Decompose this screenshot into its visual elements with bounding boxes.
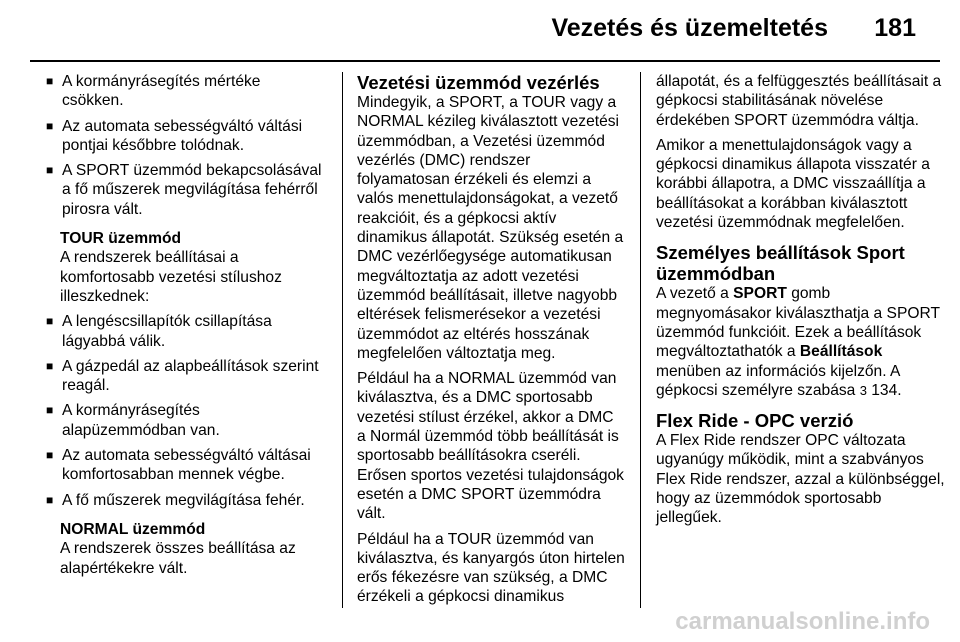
list-item: ■ A lengéscsillapítók csillapítása lágyabbá válik. <box>46 313 272 350</box>
flex-ride-paragraph: A Flex Ride rendszer OPC változata ugyanúgy működik, mint a szabványos Flex Ride rendszer, azzal a különbséggel, hogy az üzemmódok sportosabb jellegűek. <box>656 432 945 527</box>
personal-settings-paragraph: A vezető a SPORT gomb megnyomásakor kiválaszthatja a SPORT üzemmód funkcióit. Ezek a beállítások megváltoztathatók a Beállítások menüben az információs kijelzőn. A gépkocsi személyre szabása 3 134. <box>656 285 940 399</box>
settings-menu-label: Beállítások <box>799 343 883 361</box>
header-title: Vezetés és üzemeltetés <box>551 14 828 42</box>
bullet-icon: ■ <box>46 492 54 507</box>
column-1 <box>46 72 324 584</box>
dmc-paragraph-1: Mindegyik, a SPORT, a TOUR vagy a NORMAL kézileg kiválasztott vezetési üzemmódban, a Vezetési üzemmód vezérlés (DMC) rendszer folyamatosan érzékeli és elemzi a valós menettulajdonságokat, a vezető reakcióit, és a gépkocsi aktív dinamikus állapotát. Szükség esetén a DMC vezérlőegysége automatikusan megváltoztatja az adott vezetési üzemmód beállításait, illetve nagyobb eltérések felismerésekor a vezetési üzemmódot az eltérés hosszának megfelelően változtatja meg. <box>357 94 624 362</box>
sport-button-label: SPORT <box>733 285 787 303</box>
list-item: ■ A fő műszerek megvilágítása fehér. <box>46 491 305 509</box>
bullet-icon: ■ <box>46 118 54 133</box>
bullet-icon: ■ <box>46 358 54 373</box>
dmc-paragraph-5: Amikor a menettulajdonságok vagy a gépkocsi dinamikus állapota visszatér a korábbi állapotra, a DMC visszaállítja a beállításokat a korábban kiválasztott vezetési üzemmódnak megfelelően. <box>656 136 930 232</box>
column-divider-1 <box>342 72 343 608</box>
watermark: carmanualsonline.info <box>675 608 930 635</box>
tour-intro: A rendszerek beállításai a komfortosabb vezetési stílushoz illeszkednek: <box>60 249 282 305</box>
list-item: ■ Az automata sebességváltó váltási pontjai későbbre tolódnak. <box>46 117 303 154</box>
list-item: ■ A kormányrásegítés mértéke csökken. <box>46 73 261 110</box>
column-2 <box>357 72 625 613</box>
flex-ride-heading: Flex Ride - OPC verzió <box>656 410 854 432</box>
bullet-icon: ■ <box>46 163 54 178</box>
tour-bullets <box>46 312 324 510</box>
bullet-icon: ■ <box>46 74 54 88</box>
list-item: ■ Az automata sebességváltó váltásai komfortosabban mennek végbe. <box>46 447 311 484</box>
sport-bullets <box>46 72 324 219</box>
personal-settings-heading: Személyes beállítások Sport üzemmódban <box>656 242 905 285</box>
page-reference-arrow-icon: 3 <box>859 382 867 398</box>
normal-heading: NORMAL üzemmód <box>60 520 206 538</box>
list-item: ■ A gázpedál az alapbeállítások szerint reagál. <box>46 357 319 395</box>
dmc-paragraph-4: állapotát, és a felfüggesztés beállításait a gépkocsi stabilitásának növelése érdekében SPORT üzemmódra váltja. <box>656 73 942 129</box>
normal-text: A rendszerek összes beállítása az alapértékekre vált. <box>60 540 296 577</box>
bullet-icon: ■ <box>46 314 54 329</box>
tour-heading: TOUR üzemmód <box>60 230 182 248</box>
dmc-paragraph-3: Például ha a TOUR üzemmód van kiválasztva, és kanyargós úton hirtelen erős fékezésre van szükség, a DMC érzékeli a gépkocsi dinamikus <box>357 530 625 606</box>
list-item: ■ A SPORT üzemmód bekapcsolásával a fő műszerek megvilágítása fehérről pirosra vált. <box>46 162 322 218</box>
dmc-paragraph-2: Például ha a NORMAL üzemmód van kiválasztva, és a DMC sportosabb vezetési stílust érzékel, akkor a DMC a Normál üzemmód több beállítását is sportosabb beállításokra cseréli. Erősen sportos vezetési tulajdonságok esetén a DMC SPORT üzemmódra vált. <box>357 370 624 523</box>
page-reference-link[interactable]: 134. <box>866 381 902 399</box>
dmc-heading: Vezetési üzemmód vezérlés <box>357 72 600 93</box>
column-divider-2 <box>640 72 641 608</box>
column-3 <box>656 72 948 534</box>
page-number: 181 <box>874 14 916 42</box>
bullet-icon: ■ <box>46 448 54 463</box>
bullet-icon: ■ <box>46 403 54 418</box>
header-rule <box>30 60 940 62</box>
list-item: ■ A kormányrásegítés alapüzemmódban van. <box>46 402 220 439</box>
